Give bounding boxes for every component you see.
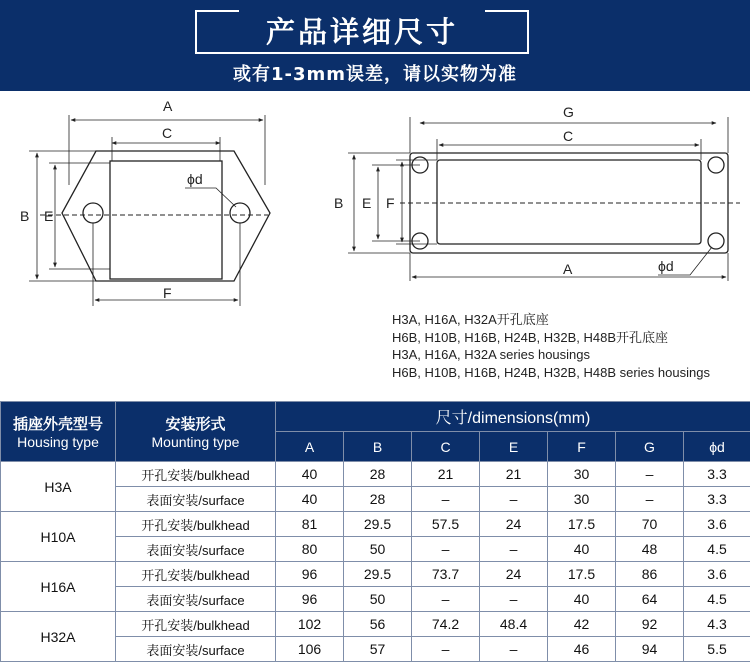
dimension-value-cell: 80	[276, 537, 344, 562]
right-label-a: A	[563, 261, 573, 277]
dimension-value-cell: 86	[616, 562, 684, 587]
dimension-value-cell: 42	[548, 612, 616, 637]
dimension-value-cell: 46	[548, 637, 616, 662]
dimension-value-cell: 96	[276, 562, 344, 587]
dimension-value-cell: –	[480, 487, 548, 512]
housing-type-cell: H16A	[1, 562, 116, 612]
dimension-value-cell: 74.2	[412, 612, 480, 637]
right-label-c: C	[563, 128, 574, 144]
mounting-type-cell: 表面安装/surface	[116, 487, 276, 512]
left-label-phi: ϕd	[187, 171, 203, 187]
dimension-value-cell: 24	[480, 562, 548, 587]
dimension-value-cell: 30	[548, 462, 616, 487]
dimension-value-cell: –	[412, 537, 480, 562]
dimension-value-cell: 57	[344, 637, 412, 662]
table-row	[1, 562, 750, 587]
dimension-value-cell: 96	[276, 587, 344, 612]
dimension-value-cell: 50	[344, 537, 412, 562]
column-header: ϕd	[684, 432, 750, 462]
dimension-value-cell: –	[480, 537, 548, 562]
right-housing-drawing	[348, 117, 740, 281]
table-row	[1, 612, 750, 637]
mounting-type-cell: 开孔安装/bulkhead	[116, 612, 276, 637]
dimension-value-cell: 48.4	[480, 612, 548, 637]
mounting-type-cell: 表面安装/surface	[116, 587, 276, 612]
left-label-f: F	[163, 285, 172, 301]
series-line: H6B, H10B, H16B, H24B, H32B, H48B series housings	[392, 364, 710, 380]
dimension-value-cell: 48	[616, 537, 684, 562]
dimension-table	[0, 401, 750, 662]
page-title: 产品详细尺寸	[265, 15, 458, 49]
dimension-value-cell: 92	[616, 612, 684, 637]
housing-type-cell: H32A	[1, 612, 116, 662]
dimension-value-cell: 3.3	[684, 487, 750, 512]
dimension-value-cell: 64	[616, 587, 684, 612]
right-label-f: F	[386, 195, 395, 211]
right-label-phi: ϕd	[658, 258, 674, 274]
dimension-value-cell: –	[616, 462, 684, 487]
table-body	[1, 462, 750, 662]
dimension-value-cell: 50	[344, 587, 412, 612]
dimension-value-cell: 29.5	[344, 512, 412, 537]
dimension-value-cell: 40	[276, 462, 344, 487]
dimension-value-cell: –	[412, 587, 480, 612]
dimension-value-cell: 21	[412, 462, 480, 487]
left-label-e: E	[44, 208, 54, 224]
left-label-a: A	[163, 98, 173, 114]
dimension-value-cell: 40	[276, 487, 344, 512]
dimension-value-cell: –	[480, 637, 548, 662]
mounting-type-cell: 表面安装/surface	[116, 537, 276, 562]
dimension-value-cell: 17.5	[548, 562, 616, 587]
mounting-type-header: 安装形式 Mounting type	[116, 402, 276, 462]
mounting-type-cell: 开孔安装/bulkhead	[116, 462, 276, 487]
dimension-value-cell: 3.6	[684, 562, 750, 587]
dimension-value-cell: 81	[276, 512, 344, 537]
column-header: A	[276, 432, 344, 462]
mounting-type-cell: 开孔安装/bulkhead	[116, 512, 276, 537]
right-label-g: G	[563, 104, 574, 120]
left-housing-drawing	[29, 115, 270, 306]
dimension-value-cell: 28	[344, 462, 412, 487]
series-line: H3A, H16A, H32A series housings	[392, 347, 590, 362]
series-line: H3A, H16A, H32A开孔底座	[392, 312, 549, 327]
table-row	[1, 512, 750, 537]
dimension-value-cell: 73.7	[412, 562, 480, 587]
dimension-value-cell: 5.5	[684, 637, 750, 662]
dimension-value-cell: 4.3	[684, 612, 750, 637]
dimensions-header: 尺寸/dimensions(mm)	[276, 402, 750, 432]
column-header: G	[616, 432, 684, 462]
page-subtitle: 或有1-3mm误差，请以实物为准	[232, 64, 518, 85]
dimension-value-cell: 17.5	[548, 512, 616, 537]
mounting-type-cell: 表面安装/surface	[116, 637, 276, 662]
mounting-type-cell: 开孔安装/bulkhead	[116, 562, 276, 587]
dimension-value-cell: –	[412, 487, 480, 512]
dimension-value-cell: 29.5	[344, 562, 412, 587]
right-label-e: E	[362, 195, 372, 211]
dimension-value-cell: 4.5	[684, 537, 750, 562]
dimension-value-cell: 24	[480, 512, 548, 537]
dimension-value-cell: –	[412, 637, 480, 662]
dimension-value-cell: 57.5	[412, 512, 480, 537]
dimension-value-cell: 56	[344, 612, 412, 637]
left-label-b: B	[20, 208, 30, 224]
series-line: H6B, H10B, H16B, H24B, H32B, H48B开孔底座	[392, 329, 669, 345]
dimension-value-cell: 70	[616, 512, 684, 537]
column-header: B	[344, 432, 412, 462]
series-description	[392, 311, 710, 381]
dimension-value-cell: 40	[548, 587, 616, 612]
housing-type-header: 插座外壳型号 Housing type	[1, 402, 116, 462]
dimension-value-cell: 30	[548, 487, 616, 512]
dimension-value-cell: 40	[548, 537, 616, 562]
dimension-value-cell: 4.5	[684, 587, 750, 612]
housing-type-cell: H3A	[1, 462, 116, 512]
column-header: F	[548, 432, 616, 462]
header-banner	[0, 0, 750, 91]
dimension-value-cell: 28	[344, 487, 412, 512]
dimension-value-cell: 102	[276, 612, 344, 637]
column-header: E	[480, 432, 548, 462]
right-label-b: B	[334, 195, 344, 211]
dimension-value-cell: –	[480, 587, 548, 612]
column-header: C	[412, 432, 480, 462]
dimension-value-cell: 21	[480, 462, 548, 487]
title-box	[195, 10, 531, 54]
dimension-value-cell: 3.6	[684, 512, 750, 537]
table-row	[1, 462, 750, 487]
dimension-value-cell: 94	[616, 637, 684, 662]
housing-type-cell: H10A	[1, 512, 116, 562]
dimension-value-cell: 3.3	[684, 462, 750, 487]
left-label-c: C	[162, 125, 173, 141]
dimension-value-cell: –	[616, 487, 684, 512]
dimension-value-cell: 106	[276, 637, 344, 662]
dimension-drawings	[0, 91, 750, 311]
